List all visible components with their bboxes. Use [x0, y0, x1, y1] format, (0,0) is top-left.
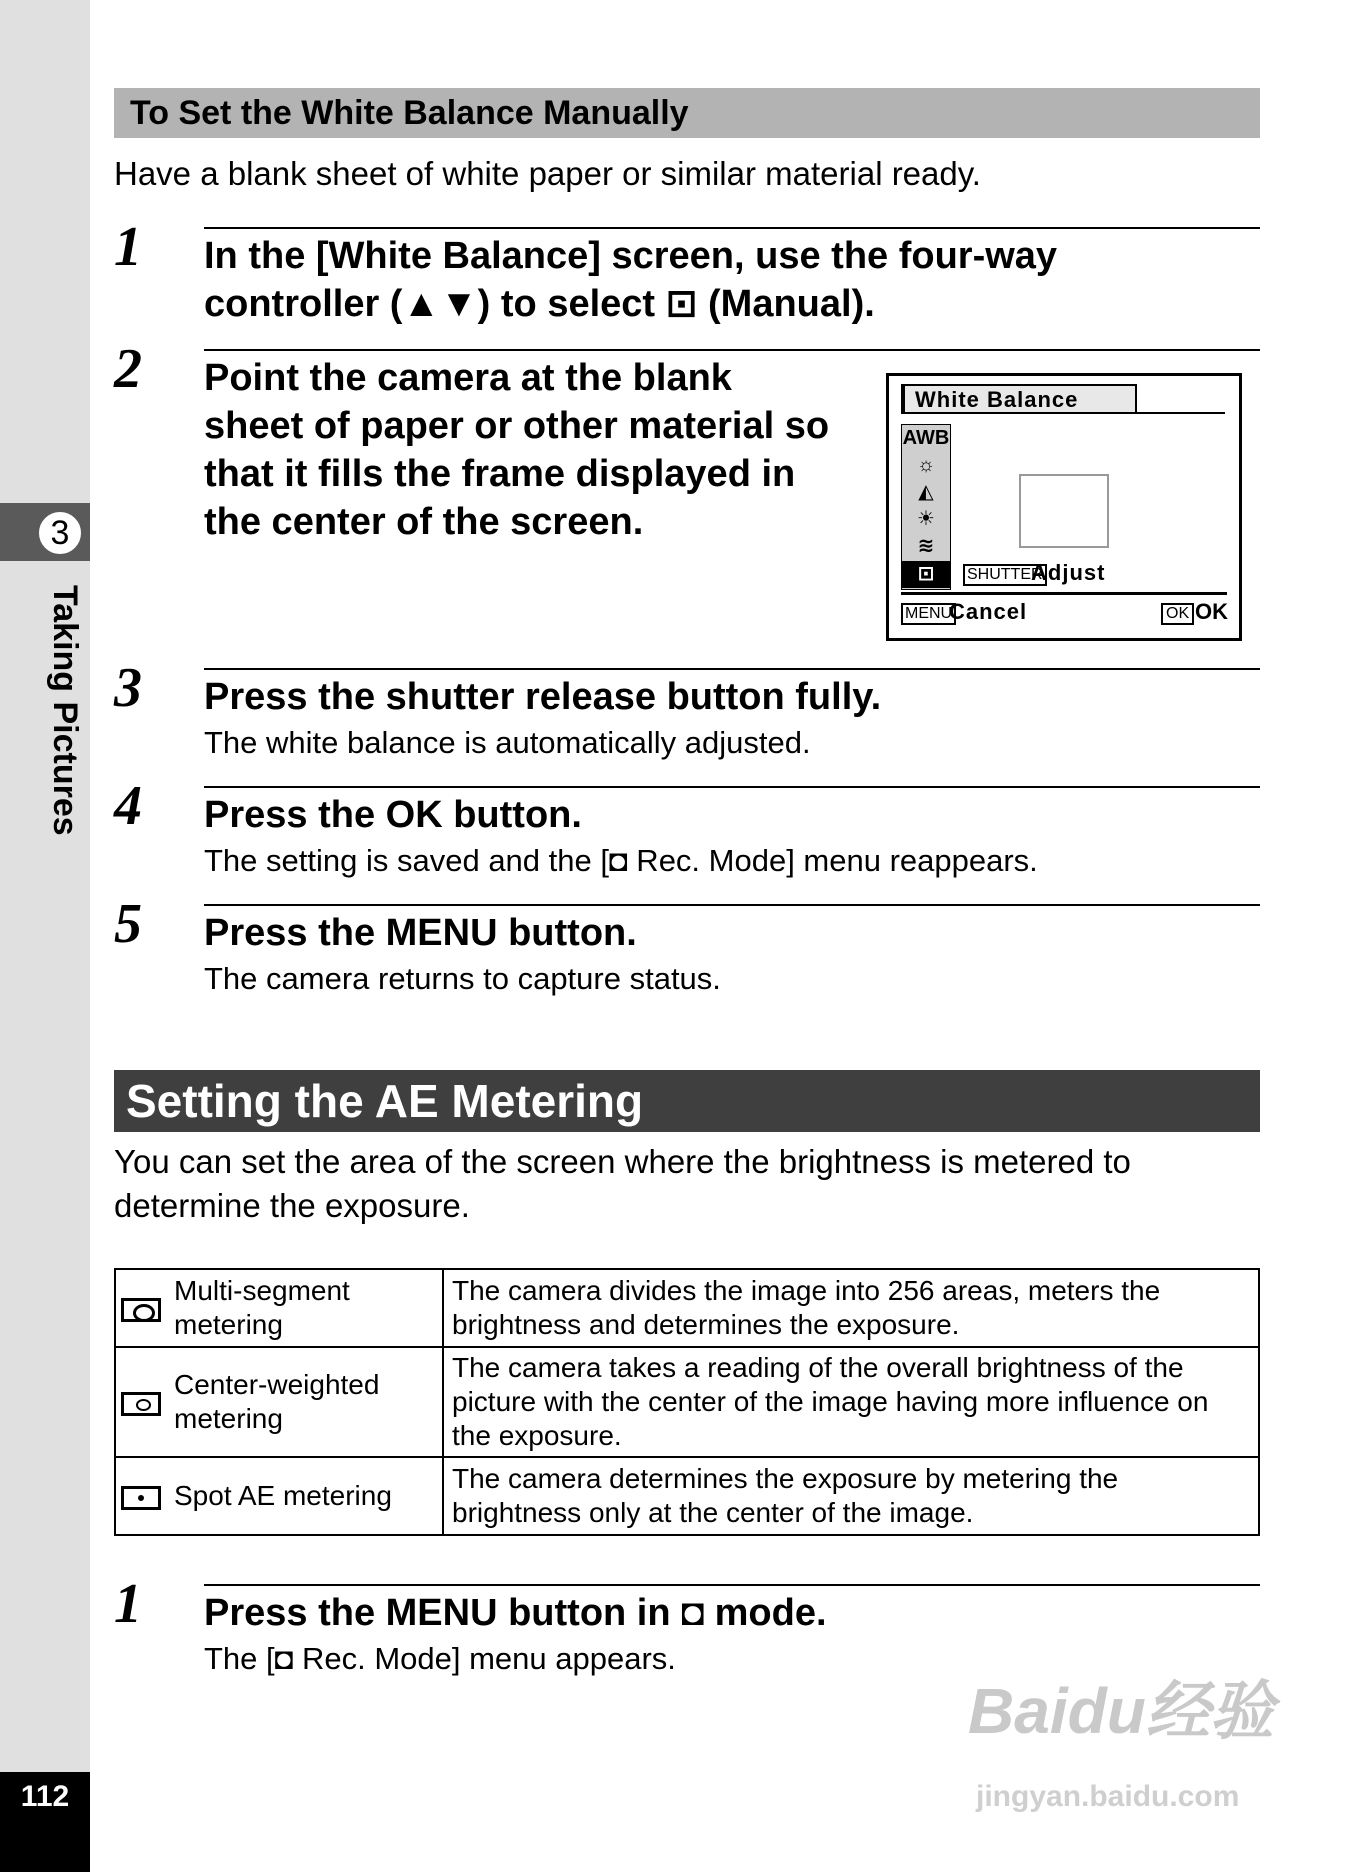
mode-name: Center-weighted	[174, 1369, 380, 1400]
step-number: 2	[114, 338, 142, 400]
divider	[204, 227, 1260, 229]
white-balance-screen-illustration	[886, 373, 1242, 641]
step-number: 4	[114, 775, 142, 837]
step-title: controller (▲▼) to select ⊡ (Manual).	[204, 283, 875, 325]
step-number: 1	[114, 1573, 142, 1635]
mode-description: The camera determines the exposure by metering the brightness only at the center of the image.	[443, 1457, 1259, 1535]
step-number: 5	[114, 893, 142, 955]
step-title: that it fills the frame displayed in	[204, 453, 796, 495]
watermark-logo: Baidu经验	[968, 1675, 1274, 1747]
white-balance-mode-list	[901, 424, 951, 590]
divider	[204, 668, 1260, 670]
step-title: Press the MENU button.	[204, 912, 637, 954]
step-title: In the [White Balance] screen, use the four-way	[204, 235, 1058, 277]
mode-description: The camera divides the image into 256 areas, meters the brightness and determines the exposure.	[443, 1269, 1259, 1347]
table-row	[115, 1457, 1259, 1535]
step-title: Press the MENU button in ◘ mode.	[204, 1592, 827, 1634]
watermark-url: jingyan.baidu.com	[976, 1780, 1240, 1813]
step-title: Press the shutter release button fully.	[204, 676, 882, 718]
screen-title-rule	[1137, 412, 1225, 414]
shade-icon: ◭	[918, 481, 934, 503]
screen-divider	[901, 592, 1227, 595]
ok-label: OK	[1195, 599, 1228, 624]
table-row	[115, 1347, 1259, 1457]
ae-metering-intro: determine the exposure.	[114, 1187, 470, 1224]
tungsten-icon: ☀	[917, 508, 935, 530]
mode-name: Multi-segment	[174, 1275, 350, 1306]
mode-description: The camera takes a reading of the overall brightness of the picture with the center of the image having more influence on the exposure.	[443, 1347, 1259, 1457]
white-balance-intro: Have a blank sheet of white paper or similar material ready.	[114, 155, 981, 192]
menu-key-icon: MENU	[901, 603, 956, 625]
page-number: 112	[20, 1780, 70, 1813]
metering-modes-table	[114, 1268, 1260, 1536]
divider	[204, 349, 1260, 351]
mode-name: metering	[174, 1309, 283, 1340]
ok-key-icon: OK	[1161, 603, 1194, 625]
white-balance-heading: To Set the White Balance Manually	[114, 88, 1260, 138]
shutter-key-icon: SHUTTER	[963, 564, 1047, 586]
table-row	[115, 1269, 1259, 1347]
step-title: sheet of paper or other material so	[204, 405, 830, 447]
divider	[204, 786, 1260, 788]
step-title: the center of the screen.	[204, 501, 644, 543]
screen-title: White Balance	[901, 384, 1137, 414]
spot-metering-icon	[121, 1486, 161, 1510]
ae-metering-intro: You can set the area of the screen where the brightness is metered to	[114, 1143, 1131, 1180]
step-number: 1	[114, 216, 142, 278]
divider	[204, 904, 1260, 906]
step-description: The white balance is automatically adjusted.	[204, 725, 811, 760]
step-title: Point the camera at the blank	[204, 357, 732, 399]
auto-wb-icon: AWB	[902, 427, 950, 449]
ae-metering-heading: Setting the AE Metering	[114, 1070, 1260, 1132]
mode-name: metering	[174, 1403, 283, 1434]
divider	[204, 1584, 1260, 1586]
step-description: The [◘ Rec. Mode] menu appears.	[204, 1641, 676, 1676]
manual-wb-icon: ⊡	[902, 561, 950, 588]
chapter-sidebar	[0, 0, 90, 1872]
cancel-label: Cancel	[949, 599, 1028, 624]
measure-frame	[1019, 474, 1109, 548]
multi-segment-metering-icon	[121, 1298, 161, 1322]
chapter-number: 3	[37, 510, 83, 556]
fluorescent-icon: ≋	[917, 535, 935, 557]
mode-name: Spot AE metering	[174, 1480, 392, 1511]
step-description: The camera returns to capture status.	[204, 961, 721, 996]
center-weighted-metering-icon	[121, 1392, 161, 1416]
chapter-title: Taking Pictures	[46, 585, 84, 836]
step-description: The setting is saved and the [◘ Rec. Mode] menu reappears.	[204, 843, 1038, 878]
step-number: 3	[114, 657, 142, 719]
daylight-icon: ☼	[916, 454, 936, 476]
step-title: Press the OK button.	[204, 794, 582, 836]
adjust-label: Adjust	[1031, 560, 1106, 585]
